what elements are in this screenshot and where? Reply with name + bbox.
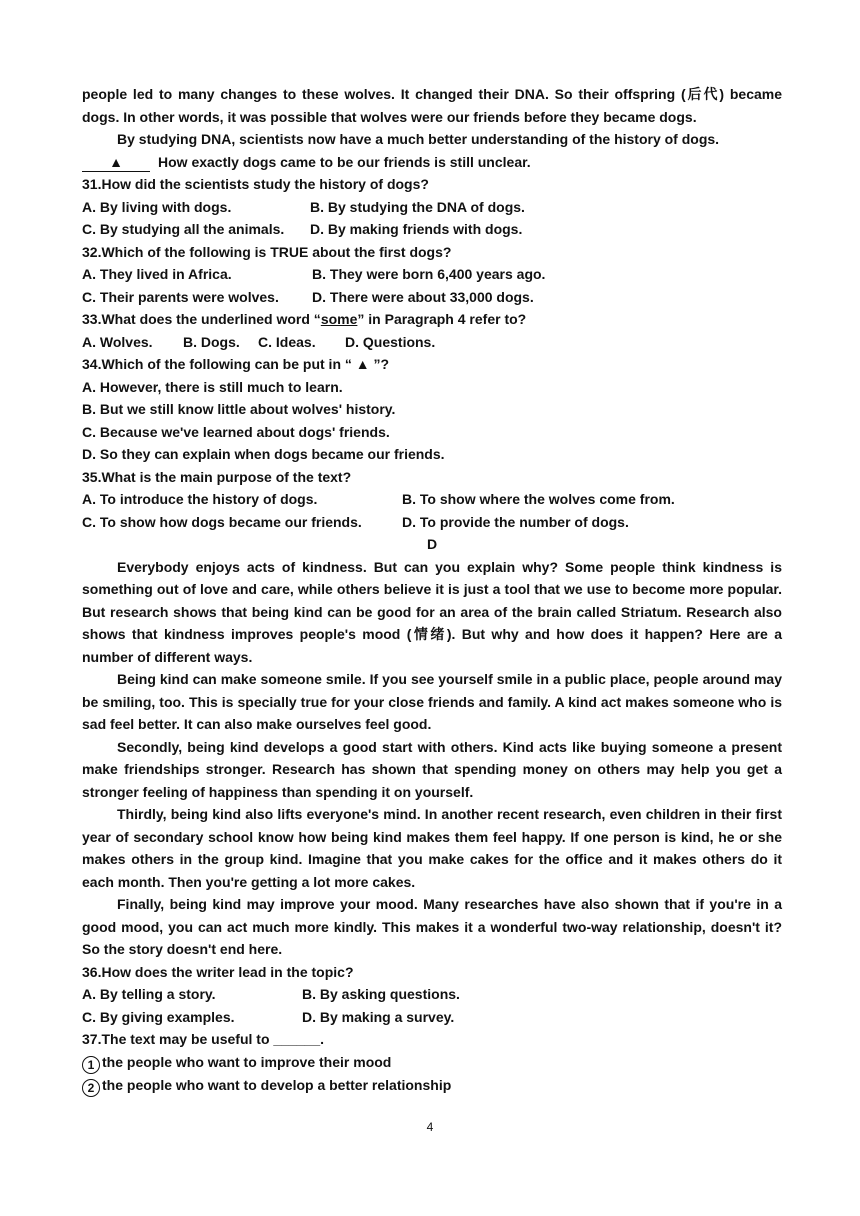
- option: A. By living with dogs.: [82, 198, 232, 215]
- q35-row: [82, 511, 782, 534]
- option: C. Their parents were wolves.: [82, 288, 279, 305]
- question-32: 32.Which of the following is TRUE about the first dogs?: [82, 243, 452, 260]
- circled-number: 1: [82, 1056, 100, 1074]
- q37-item-text: the people who want to improve their mood: [102, 1053, 392, 1070]
- passage-d-paragraph: Secondly, being kind develops a good start with others. Kind acts like buying someone a present make friendships stronger. Research has shown that spending money on others may help you get a stronger feeling of happiness than spending it on yourself.: [82, 738, 782, 800]
- q37-item-text: the people who want to develop a better relationship: [102, 1076, 452, 1093]
- option: A. To introduce the history of dogs.: [82, 491, 318, 507]
- passage-d-paragraph: Thirdly, being kind also lifts everyone's mind. In another recent research, even children in their first year of secondary school know how being kind makes them feel happy. If one person is kind, he or she makes others in the group kind. Imagine that you make cakes for the office and it makes others do it each month. Then you're getting a lot more cakes.: [82, 806, 782, 890]
- q36-row: [82, 1006, 782, 1029]
- q32-row: [82, 263, 782, 286]
- document-page: [82, 83, 782, 1097]
- q37-item: [82, 1074, 782, 1097]
- option: C. Because we've learned about dogs' friends.: [82, 423, 390, 440]
- question-33: 33.What does the underlined word “some” in Paragraph 4 refer to?: [82, 311, 527, 327]
- option: B. They were born 6,400 years ago.: [312, 266, 546, 282]
- passage-d-paragraph: Finally, being kind may improve your mood. Many researches have also shown that if you're in a good mood, you can act much more kindly. This makes it a wonderful two-way relationship, doesn't it? So the story doesn't end here.: [82, 896, 782, 957]
- option: B. By asking questions.: [302, 986, 460, 1002]
- blank-triangle: ▲: [82, 153, 150, 172]
- option: B. But we still know little about wolves' history.: [82, 401, 396, 417]
- q31-row: [82, 196, 782, 219]
- option: C. Ideas.: [258, 333, 316, 350]
- option: D. By making a survey.: [302, 1008, 455, 1025]
- passage-d-paragraph: Being kind can make someone smile. If you see yourself smile in a public place, people around may be smiling, too. This is specially true for your close friends and family. A kind act makes someone who is sad feel better. It can also make ourselves feel good.: [82, 671, 782, 732]
- q32-row: [82, 286, 782, 309]
- option: C. By giving examples.: [82, 1008, 235, 1025]
- q31-row: [82, 218, 782, 241]
- option: C. To show how dogs became our friends.: [82, 513, 362, 530]
- option: B. By studying the DNA of dogs.: [310, 198, 525, 215]
- passage-c-sentence: How exactly dogs came to be our friends is still unclear.: [158, 153, 531, 170]
- option: A. They lived in Africa.: [82, 266, 232, 282]
- circled-number: 2: [82, 1079, 100, 1097]
- q36-row: [82, 983, 782, 1006]
- q33-row: [82, 331, 782, 354]
- option: D. To provide the number of dogs.: [402, 513, 629, 530]
- option: D. By making friends with dogs.: [310, 221, 523, 237]
- q35-row: [82, 488, 782, 511]
- option: A. By telling a story.: [82, 986, 216, 1002]
- option: A. Wolves.: [82, 333, 153, 350]
- page-number: 4: [426, 1120, 434, 1134]
- passage-c-blank-line: [82, 151, 782, 174]
- option: B. To show where the wolves come from.: [402, 491, 675, 507]
- passage-d-label: D: [426, 536, 438, 552]
- passage-c-paragraph: people led to many changes to these wolves. It changed their DNA. So their offspring (后代) became dogs. In other words, it was possible that wolves were our friends before they became dogs.: [82, 86, 782, 125]
- option: B. Dogs.: [183, 333, 240, 350]
- option: D. Questions.: [345, 333, 436, 350]
- q37-item: [82, 1051, 782, 1074]
- option: C. By studying all the animals.: [82, 221, 285, 237]
- passage-d-paragraph: Everybody enjoys acts of kindness. But can you explain why? Some people think kindness is something out of love and care, while others believe it is just a tool that we use to become more popular. But research shows that being kind can be good for an area of the brain called Striatum. Research also shows that kindness improves people's mood (情绪). But why and how does it happen? Here are a number of different ways.: [82, 558, 782, 665]
- question-36: 36.How does the writer lead in the topic?: [82, 963, 354, 980]
- underlined-word: some: [320, 311, 358, 327]
- option: A. However, there is still much to learn.: [82, 378, 343, 395]
- option: D. So they can explain when dogs became our friends.: [82, 446, 445, 462]
- question-31: 31.How did the scientists study the history of dogs?: [82, 176, 429, 192]
- question-35: 35.What is the main purpose of the text?: [82, 468, 352, 485]
- question-37: 37.The text may be useful to ______.: [82, 1031, 324, 1047]
- question-34: 34.Which of the following can be put in “ ▲ ”?: [82, 356, 390, 372]
- passage-c-paragraph: By studying DNA, scientists now have a much better understanding of the history of dogs.: [117, 131, 720, 147]
- option: D. There were about 33,000 dogs.: [312, 288, 534, 305]
